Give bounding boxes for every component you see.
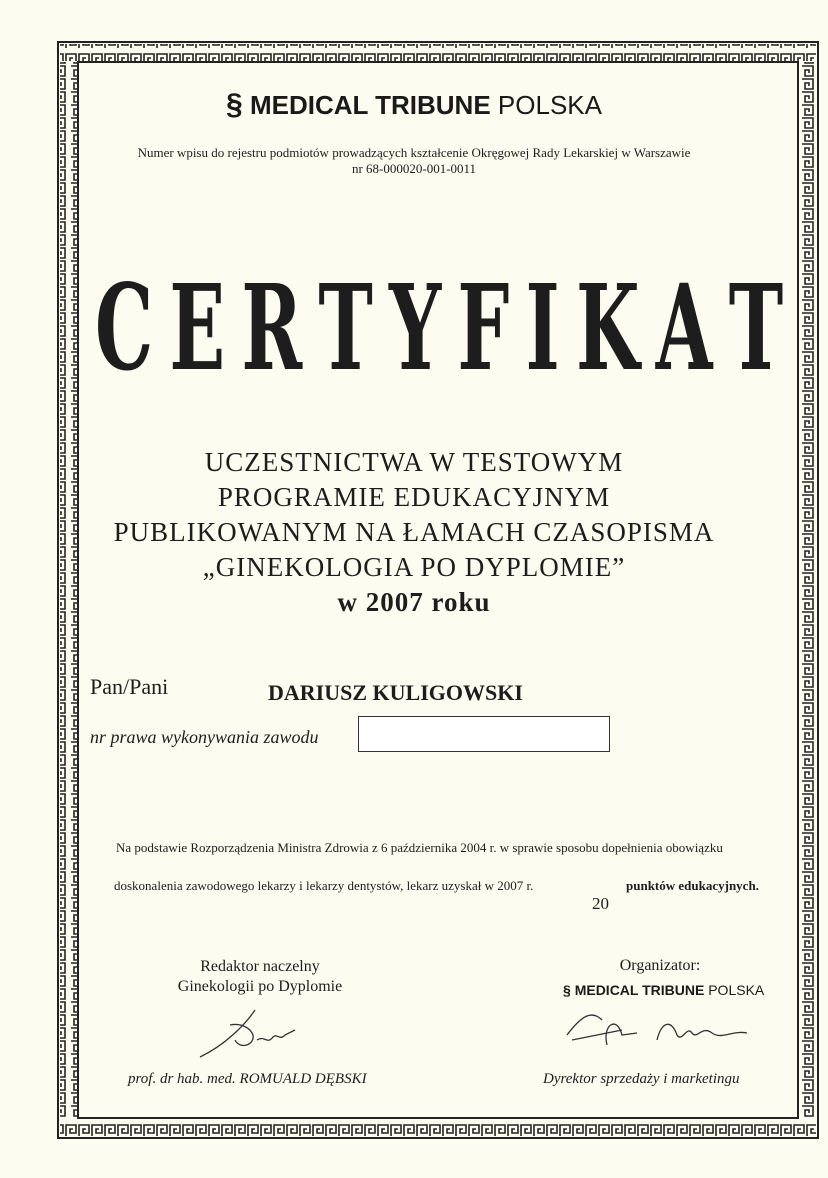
director-signature [562, 1005, 752, 1055]
body-line-1: Na podstawie Rozporządzenia Ministra Zdrowia z 6 października 2004 r. w sprawie sposobu dopełnienia obowiązku [116, 840, 723, 855]
points-value: 20 [592, 894, 609, 913]
license-number-field [358, 716, 610, 752]
title-letter: T [728, 258, 784, 397]
logo-bold-text: MEDICAL TRIBUNE [574, 982, 705, 998]
logo-bold-text: MEDICAL TRIBUNE [249, 90, 491, 120]
subtitle-line: „GINEKOLOGIA PO DYPLOMIE” [202, 552, 626, 582]
subtitle-line: UCZESTNICTWA W TESTOWYM [204, 447, 624, 477]
editor-title [140, 957, 380, 997]
title-letter: T [318, 258, 373, 397]
editor-signature [195, 1005, 305, 1060]
points-label: punktów edukacyjnych. [626, 878, 759, 893]
subtitle-line: PUBLIKOWANYM NA ŁAMACH CZASOPISMA [113, 517, 715, 547]
title-letter: I [525, 258, 560, 397]
salutation: Pan/Pani [90, 674, 169, 699]
registry-line-1: Numer wpisu do rejestru podmiotów prowadzących kształcenie Okręgowej Rady Lekarskiej w Warszawie [137, 145, 691, 160]
editor-journal: Ginekologii po Dyplomie [177, 978, 343, 995]
subtitle-line: PROGRAMIE EDUKACYJNYM [217, 482, 611, 512]
title-letter: C [95, 258, 154, 397]
caduceus-snake-icon: § [563, 982, 571, 998]
certificate-title [95, 258, 783, 397]
recipient-name: DARIUSZ KULIGOWSKI [268, 680, 523, 705]
title-letter: K [575, 258, 640, 397]
license-label: nr prawa wykonywania zawodu [90, 727, 319, 747]
editor-name: prof. dr hab. med. ROMUALD DĘBSKI [128, 1071, 367, 1087]
title-letter: R [241, 258, 303, 397]
title-letter: Y [389, 258, 442, 397]
caduceus-snake-icon: § [226, 88, 243, 121]
logo-light-text: POLSKA [708, 982, 765, 998]
organizer-label: Organizator: [619, 957, 701, 974]
director-title: Dyrektor sprzedaży i marketingu [543, 1071, 740, 1087]
subtitle-line: w 2007 roku [337, 587, 491, 617]
body-line-2: doskonalenia zawodowego lekarzy i lekarzy dentystów, lekarz uzyskał w 2007 r. [114, 878, 534, 893]
title-letter: A [655, 258, 713, 397]
logo-light-text: POLSKA [497, 90, 602, 120]
subtitle-block [0, 445, 828, 620]
registry-line-2: nr 68-000020-001-0011 [351, 161, 477, 176]
organizer-logo [563, 982, 764, 998]
title-letter: F [457, 258, 510, 397]
title-letter: E [169, 258, 226, 397]
medical-tribune-logo [0, 88, 828, 122]
editor-role: Redaktor naczelny [200, 958, 320, 975]
